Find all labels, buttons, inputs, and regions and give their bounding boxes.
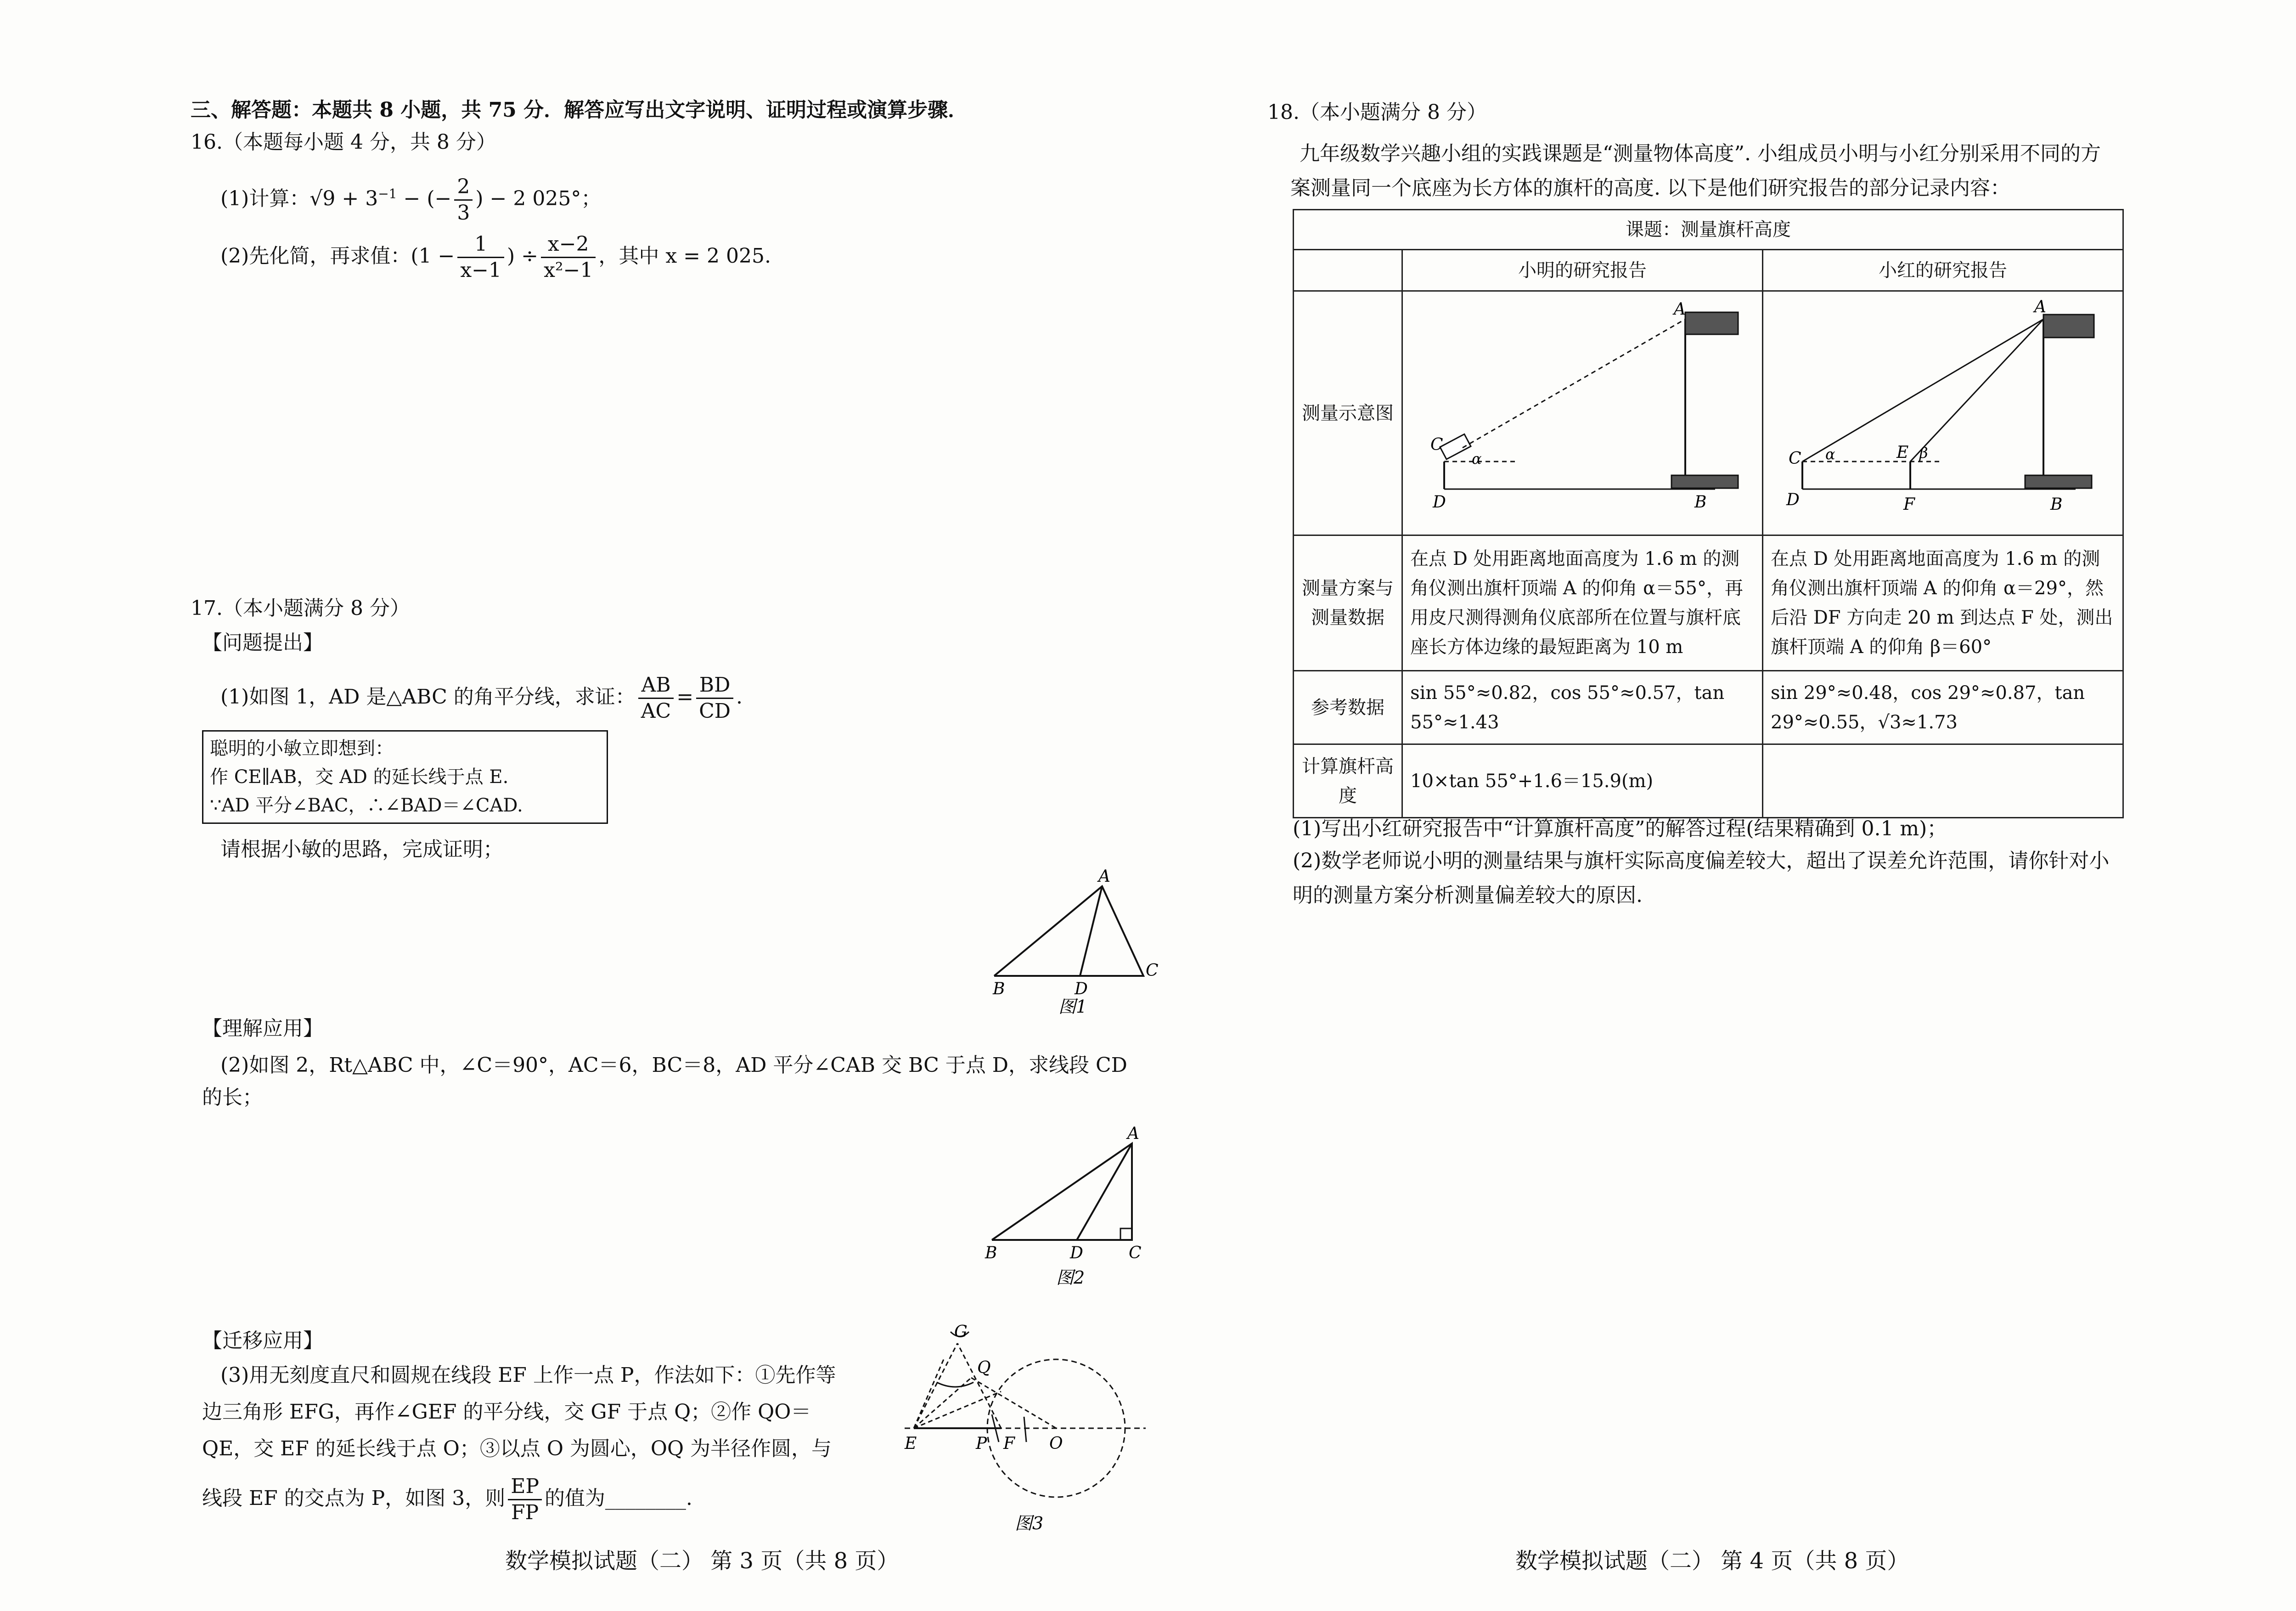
q16-p1-frac-den: 3 [457,201,470,225]
q18-title: 18.（本小题满分 8 分） [1267,101,1487,124]
q16-p2-f1-den: x−1 [460,259,502,282]
q17-p3-l4-prefix: 线段 EF 的交点为 P，如图 3，则 [202,1487,506,1510]
hong-sight-c [1802,319,2043,462]
fig3-label-p: P [976,1434,987,1453]
hint-line-3: ∵AD 平分∠BAC，∴∠BAD＝∠CAD. [210,795,523,816]
q16-p2-prefix: (2)先化简，再求值：(1 − [220,244,455,268]
q16-p2-f2-den: x²−1 [544,259,593,282]
ming-plan-cell: 在点 D 处用距离地面高度为 1.6 m 的测角仪测出旗杆顶端 A 的仰角 α＝55°，再用皮尺测得测角仪底部所在位置与旗杆底座长方体边缘的最短距离为 10 m [1402,535,1763,671]
fig3-caption: 图3 [1015,1513,1044,1533]
q16-p2-end: ，其中 x = 2 025. [598,244,771,268]
hong-label-f: F [1903,495,1915,514]
q17-p1-end: . [736,685,743,709]
q17-heading-3: 【迁移应用】 [202,1329,323,1352]
q16-p1-prefix: (1)计算：√9 + 3 [220,187,378,210]
q17-p3-fraction [508,1474,542,1525]
report-row-plan: 测量方案与测量数据 [1294,535,1402,671]
q17-part3-line1: (3)用无刻度直尺和圆规在线段 EF 上作一点 P，作法如下：①先作等 [220,1363,836,1387]
hong-label-c: C [1789,449,1801,468]
q17-p1-f2-num: BD [696,673,733,699]
hong-calc-cell [1763,744,2123,818]
q18-part2-line2: 明的测量方案分析测量偏差较大的原因. [1293,884,1643,907]
q17-part1 [220,673,743,724]
fig1-label-d: D [1075,980,1088,998]
fig3-label-g: G [954,1323,968,1341]
ming-sight-line [1463,319,1685,448]
ming-flag [1685,312,1738,334]
q16-part1 [220,175,601,225]
q17-part2-line2: 的长； [202,1086,263,1109]
q17-p1-f1-num: AB [638,673,674,699]
q17-p1-f2-den: CD [699,699,731,723]
report-corner-cell [1294,250,1402,291]
hong-diagram [1763,292,2122,526]
q17-p1-fraction1 [638,673,674,724]
q17-after-box: 请根据小敏的思路，完成证明； [220,838,503,861]
hong-sight-e [1910,319,2043,462]
right-page-footer: 数学模拟试题（二） 第 4 页（共 8 页） [1515,1548,1909,1574]
ming-instrument [1440,434,1471,459]
hong-ref-cell: sin 29°≈0.48，cos 29°≈0.87，tan 29°≈0.55，√3≈1.73 [1763,671,2123,744]
q18-part2-line1: (2)数学老师说小明的测量结果与旗杆实际高度偏差较大，超出了误差允许范围，请你针对小 [1293,849,2110,873]
q16-p2-f2-num: x−2 [541,232,596,258]
fig2-caption: 图2 [1056,1267,1085,1288]
ming-ref-cell: sin 55°≈0.82，cos 55°≈0.57，tan 55°≈1.43 [1402,671,1763,744]
fig2-label-c: C [1129,1244,1142,1262]
q16-p1-end: ) − 2 025°； [475,187,602,210]
report-col-ming: 小明的研究报告 [1402,250,1763,291]
ming-diagram-cell [1402,291,1763,535]
q16-p2-fraction1 [457,232,504,283]
figure-2 [974,1116,1166,1290]
hong-label-beta: β [1919,444,1928,462]
ming-calc-cell: 10×tan 55°+1.6＝15.9(m) [1402,744,1763,818]
fig3-arc-4 [1024,1417,1026,1442]
ming-label-c: C [1430,435,1443,454]
fig1-bisector [1080,886,1102,976]
q16-part2 [220,232,771,283]
fig3-label-o: O [1049,1434,1063,1453]
q16-p1-frac-num: 2 [454,175,473,201]
report-row-diagram: 测量示意图 [1294,291,1402,535]
q17-part2-line1: (2)如图 2，Rt△ABC 中，∠C＝90°，AC＝6，BC＝8，AD 平分∠CAB 交 BC 于点 D，求线段 CD [220,1053,1127,1077]
q18-part1: (1)写出小红研究报告中“计算旗杆高度”的解答过程(结果精确到 0.1 m)； [1293,817,1947,840]
fig3-label-e: E [905,1434,917,1453]
q17-p1-prefix: (1)如图 1，AD 是△ABC 的角平分线，求证： [220,685,636,709]
fig2-label-b: B [985,1244,997,1262]
q16-p2-fraction2 [541,232,596,283]
fig1-label-c: C [1146,961,1159,980]
fig1-caption: 图1 [1058,997,1087,1015]
hong-label-d: D [1786,490,1800,509]
xiaomin-hint-box [202,730,608,824]
hong-diagram-cell [1763,291,2123,535]
fig2-label-a: A [1127,1124,1139,1143]
fig2-label-d: D [1070,1244,1083,1262]
fig2-bisector [1077,1143,1132,1240]
ming-label-alpha: α [1472,450,1482,468]
q17-heading-2: 【理解应用】 [202,1017,323,1040]
report-col-hong: 小红的研究报告 [1763,250,2123,291]
q16-p2-f1-num: 1 [457,232,504,258]
q17-p3-f-den: FP [511,1501,539,1524]
hint-line-1: 聪明的小敏立即想到： [210,738,394,759]
fig2-right-angle-mark [1120,1228,1132,1240]
hong-label-a: A [2034,298,2047,316]
q17-part3-line4 [202,1474,692,1525]
q16-p2-mid: ) ÷ [507,244,539,268]
ming-label-a: A [1674,300,1686,319]
fig3-arc-1 [937,1382,974,1387]
fig1-label-b: B [993,980,1005,998]
q17-part3-line2: 边三角形 EFG，再作∠GEF 的平分线，交 GF 于点 Q；②作 QO＝ [202,1400,811,1424]
fig3-label-q: Q [977,1358,991,1377]
hong-flag-base [2025,475,2092,488]
q16-title: 16.（本题每小题 4 分，共 8 分） [191,130,496,154]
q16-p1-fraction [454,175,473,225]
report-topic: 课题：测量旗杆高度 [1294,210,2123,250]
hong-flag [2043,315,2094,338]
q17-p1-fraction2 [696,673,733,724]
q16-p1-exp: −1 [378,186,397,202]
q17-p1-eq: = [676,685,694,709]
ming-label-b: B [1694,493,1707,512]
fig3-qo [971,1378,1056,1428]
q16-p1-mid: − (− [397,187,452,210]
q18-intro-line2: 案测量同一个底座为长方体的旗杆的高度. 以下是他们研究报告的部分记录内容： [1290,176,2010,200]
fig2-triangle [992,1143,1132,1240]
q18-intro-line1: 九年级数学兴趣小组的实践课题是“测量物体高度”. 小组成员小明与小红分别采用不同的方 [1300,142,2101,165]
hong-label-e: E [1896,443,1909,462]
fig3-label-f: F [1003,1434,1015,1453]
hong-plan-cell: 在点 D 处用距离地面高度为 1.6 m 的测角仪测出旗杆顶端 A 的仰角 α＝29°，然后沿 DF 方向走 20 m 到达点 F 处，测出旗杆顶端 A 的仰角 β＝60° [1763,535,2123,671]
hong-label-alpha: α [1825,445,1835,463]
q18-report-table [1293,209,2124,818]
q17-heading-1: 【问题提出】 [202,631,323,654]
figure-1 [974,863,1166,1015]
section-header: 三、解答题：本题共 8 小题，共 75 分．解答应写出文字说明、证明过程或演算步骤． [191,98,968,122]
ming-diagram [1403,292,1761,526]
ming-flag-base [1671,475,1738,488]
q17-p1-f1-den: AC [641,699,671,723]
figure-3 [895,1323,1157,1543]
q17-part3-line3: QE，交 EF 的延长线于点 O；③以点 O 为圆心，OQ 为半径作圆，与 [202,1437,832,1460]
left-page-footer: 数学模拟试题（二） 第 3 页（共 8 页） [505,1548,899,1574]
fig1-label-a: A [1098,867,1110,886]
fig3-eg [914,1343,957,1428]
hong-label-b: B [2050,495,2063,514]
report-row-ref: 参考数据 [1294,671,1402,744]
q17-title: 17.（本小题满分 8 分） [191,597,410,620]
q17-p3-f-num: EP [508,1474,542,1500]
hint-line-2: 作 CE∥AB，交 AD 的延长线于点 E. [210,766,509,788]
ming-label-d: D [1433,493,1446,512]
report-row-calc: 计算旗杆高度 [1294,744,1402,818]
q17-p3-l4-end: 的值为________. [544,1487,692,1510]
fig1-triangle [994,886,1143,976]
